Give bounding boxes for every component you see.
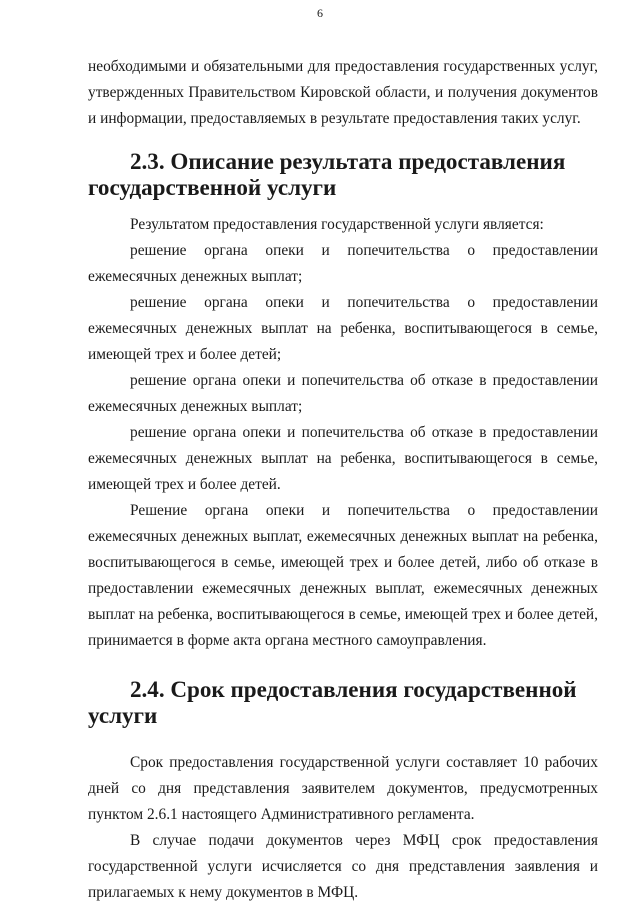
page-number: 6 [317,6,323,20]
section-2-3-heading: 2.3. Описание результата предоставления государственной услуги [88,148,566,200]
section-2-4-paragraph: В случае подачи документов через МФЦ срок предоставления государственной услуги исчисляется со дня представления заявления и прилагаемых к нему документов в МФЦ. [88,832,598,901]
section-2-4-heading: 2.4. Срок предоставления государственной услуги [88,676,577,728]
section-2-3-paragraph: Решение органа опеки и попечительства о предоставлении ежемесячных денежных выплат, ежемесячных денежных выплат на ребенка, воспитывающегося в семье, имеющей трех и более детей, либо об отказе в предоставлении ежемесячных денежных выплат, ежемесячных денежных выплат на ребенка, воспитывающегося в семье, имеющей трех и более детей, принимается в форме акта органа местного самоуправления. [88,502,598,649]
section-2-3-paragraph: решение органа опеки и попечительства о предоставлении ежемесячных денежных выплат; [88,242,598,285]
intro-paragraph: необходимыми и обязательными для предоставления государственных услуг, утвержденных Правительством Кировской области, и получения документов и информации, предоставляемых в результате предоставления таких услуг. [88,58,598,127]
section-2-3-paragraph: Результатом предоставления государственной услуги является: [130,216,544,233]
section-2-3-paragraph: решение органа опеки и попечительства о предоставлении ежемесячных денежных выплат на ребенка, воспитывающегося в семье, имеющей трех и более детей; [88,294,598,363]
document-body [88,54,598,906]
section-2-3-paragraph: решение органа опеки и попечительства об отказе в предоставлении ежемесячных денежных выплат на ребенка, воспитывающегося в семье, имеющей трех и более детей. [88,424,598,493]
section-2-3-paragraph: решение органа опеки и попечительства об отказе в предоставлении ежемесячных денежных выплат; [88,372,598,415]
section-2-4-paragraph: Срок предоставления государственной услуги составляет 10 рабочих дней со дня представления заявителем документов, предусмотренных пунктом 2.6.1 настоящего Административного регламента. [88,754,598,823]
